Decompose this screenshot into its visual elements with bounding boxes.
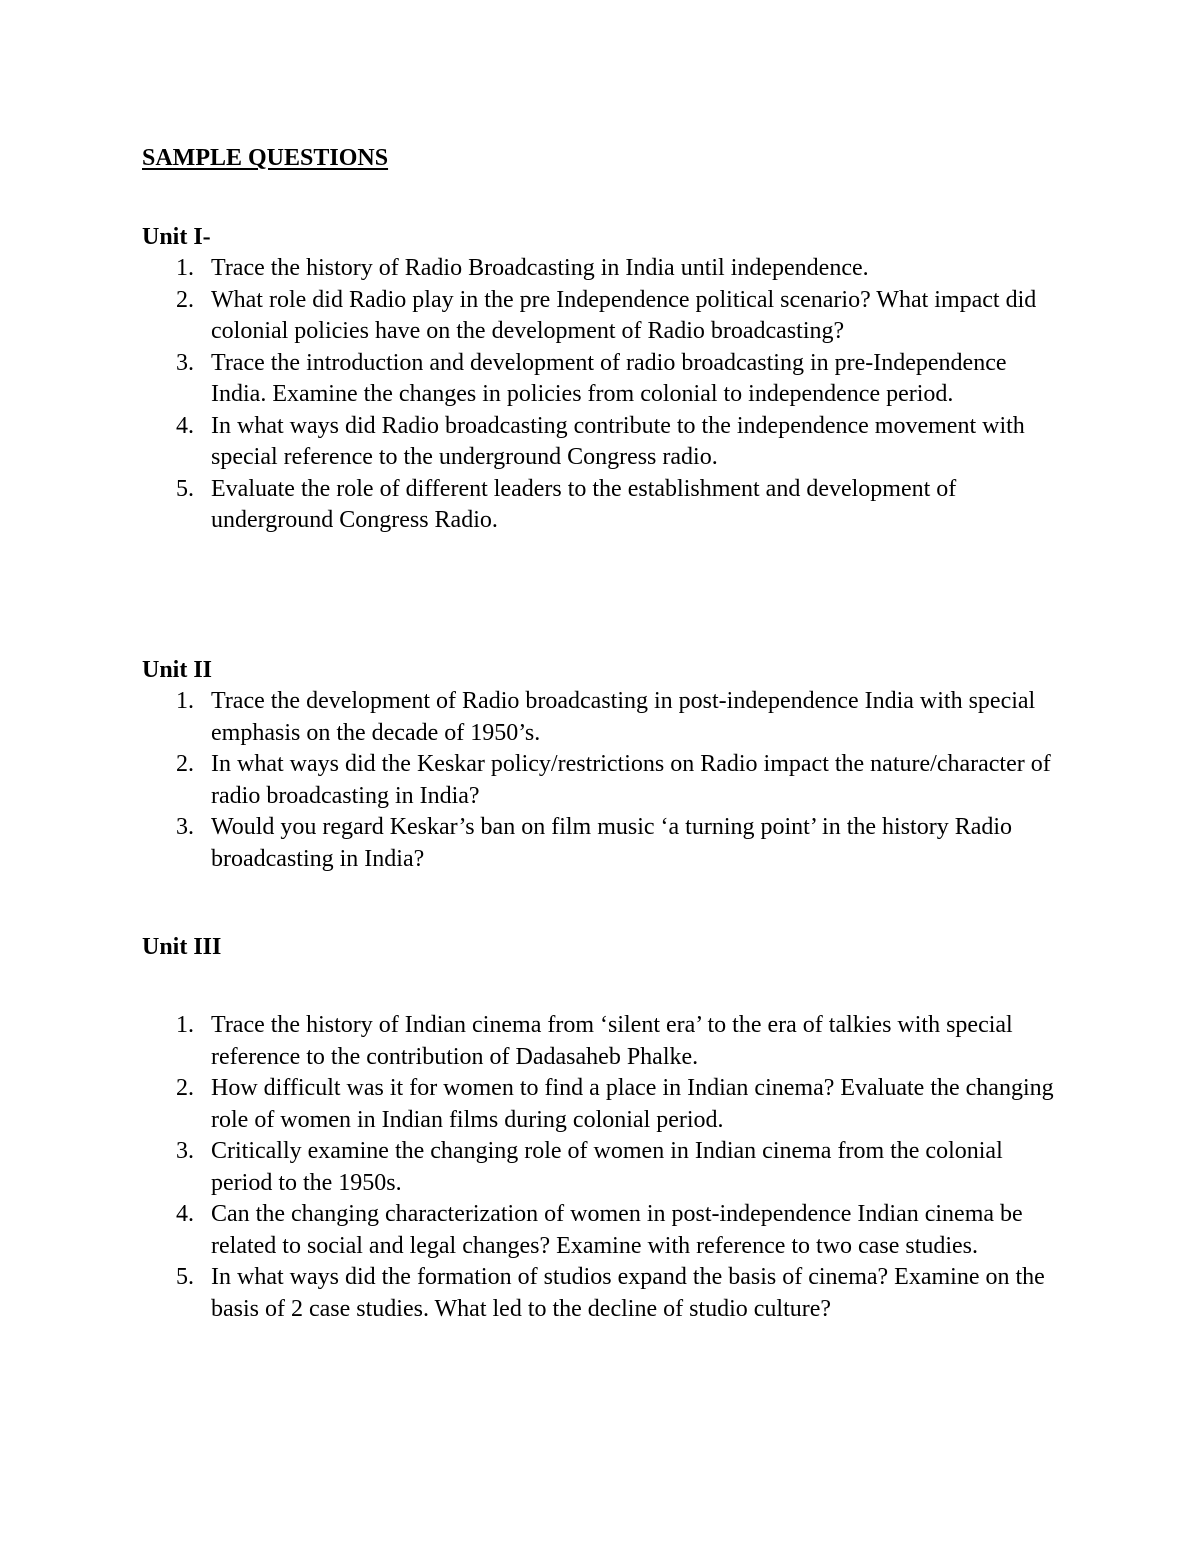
question-text: Evaluate the role of different leaders to the establishment and development of underground Congress Radio.: [211, 475, 957, 533]
question-item: [142, 348, 1062, 411]
unit-section-1: [142, 222, 1062, 537]
page-title: SAMPLE QUESTIONS: [142, 145, 389, 171]
question-text: What role did Radio play in the pre Independence political scenario? What impact did colonial policies have on the development of Radio broadcasting?: [211, 286, 1037, 344]
question-number: 4.: [176, 412, 194, 439]
question-item: [142, 1262, 1062, 1325]
question-text: Trace the introduction and development of radio broadcasting in pre-Independence India. Examine the changes in policies from colonial to independence period.: [211, 349, 1007, 407]
question-item: [142, 686, 1062, 749]
question-text: Trace the history of Indian cinema from ‘silent era’ to the era of talkies with special reference to the contribution of Dadasaheb Phalke.: [211, 1012, 1013, 1070]
question-item: [142, 474, 1062, 537]
question-item: [142, 285, 1062, 348]
question-item: [142, 1073, 1062, 1136]
question-list: [142, 686, 1062, 875]
question-list: [142, 253, 1062, 537]
question-number: 2.: [176, 751, 194, 777]
question-text: Would you regard Keskar’s ban on film music ‘a turning point’ in the history Radio broadcasting in India?: [211, 814, 1013, 872]
question-number: 4.: [176, 1201, 194, 1227]
question-number: 3.: [176, 1138, 194, 1164]
question-item: [142, 411, 1062, 474]
question-text: Critically examine the changing role of women in Indian cinema from the colonial period to the 1950s.: [211, 1138, 1003, 1196]
question-text: Trace the development of Radio broadcasting in post-independence India with special emphasis on the decade of 1950’s.: [211, 688, 1036, 746]
question-number: 1.: [176, 255, 194, 281]
question-list: [142, 1010, 1062, 1325]
question-text: Trace the history of Radio Broadcasting in India until independence.: [211, 255, 869, 281]
question-item: [142, 1199, 1062, 1262]
question-item: [142, 1136, 1062, 1199]
question-item: [142, 749, 1062, 812]
question-number: 3.: [176, 349, 194, 376]
question-item: [142, 253, 1062, 285]
question-number: 1.: [176, 1012, 194, 1038]
unit-heading: Unit III: [142, 934, 222, 960]
unit-section-3: [142, 932, 1062, 1325]
question-number: 2.: [176, 1075, 194, 1101]
question-number: 5.: [176, 475, 194, 502]
question-text: In what ways did the formation of studios expand the basis of cinema? Examine on the basis of 2 case studies. What led to the decline of studio culture?: [211, 1264, 1045, 1322]
question-text: In what ways did the Keskar policy/restrictions on Radio impact the nature/character of radio broadcasting in India?: [211, 751, 1051, 809]
question-text: Can the changing characterization of women in post-independence Indian cinema be related to social and legal changes? Examine with reference to two case studies.: [211, 1201, 1023, 1259]
question-number: 1.: [176, 688, 194, 714]
question-text: How difficult was it for women to find a place in Indian cinema? Evaluate the changing role of women in Indian films during colonial period.: [211, 1075, 1054, 1133]
question-text: In what ways did Radio broadcasting contribute to the independence movement with special reference to the underground Congress radio.: [211, 412, 1025, 470]
unit-heading: Unit II: [142, 657, 213, 683]
question-number: 2.: [176, 286, 194, 313]
question-item: [142, 812, 1062, 875]
question-item: [142, 1010, 1062, 1073]
question-number: 5.: [176, 1264, 194, 1290]
unit-section-2: [142, 655, 1062, 875]
question-number: 3.: [176, 814, 194, 840]
unit-heading: Unit I-: [142, 224, 211, 250]
